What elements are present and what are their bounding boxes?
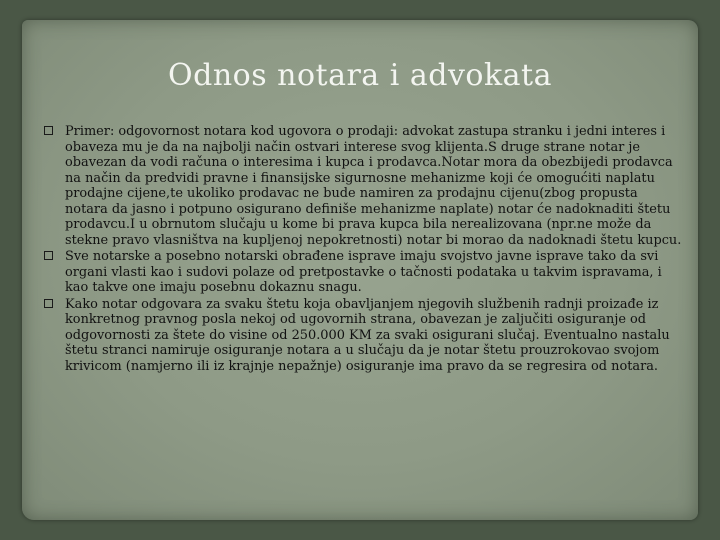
bullet-item <box>44 124 684 248</box>
bullet-item <box>44 249 684 296</box>
bullet-text: Primer: odgovornost notara kod ugovora o prodaji: advokat zastupa stranku i jedni interes i obaveza mu je da na najbolji način ostvari interese svog klijenta.S druge strane notar je obavezan da vodi računa o interesima i kupca i prodavca.Notar mora da obezbijedi prodavca na način da predvidi pravne i finansijske sigurnosne mehanizme koji će omogućiti naplatu prodajne cijene,te ukoliko prodavac ne bude namiren za prodajnu cijenu(zbog propusta notara da jasno i potpuno osigurano definiše mehanizme naplate) notar će nadoknaditi štetu prodavcu.I u obrnutom slučaju u kome bi prava kupca bila nerealizovana (npr.ne može da stekne pravo vlasništva na kupljenoj nepokretnosti) notar bi morao da nadoknadi štetu kupcu. <box>65 124 682 248</box>
square-bullet-icon <box>44 251 53 260</box>
slide-title: Odnos notara i advokata <box>168 58 552 93</box>
bullet-item <box>44 297 684 375</box>
bullet-text: Kako notar odgovara za svaku štetu koja obavljanjem njegovih službenih radnji proizađe iz konkretnog pravnog posla nekoj od ugovornih strana, obavezan je zaljučiti osiguranje od odgovornosti za štete do visine od 250.000 KM za svaki osigurani slučaj. Eventualno nastalu štetu stranci namiruje osiguranje notara a u slučaju da je notar štetu prouzrokovao svojom krivicom (namjerno ili iz krajnje nepažnje) osiguranje ima pravo da se regresira od notara. <box>65 296 670 374</box>
square-bullet-icon <box>44 126 53 135</box>
bullet-list <box>44 124 684 375</box>
square-bullet-icon <box>44 299 53 308</box>
bullet-text: Sve notarske a posebno notarski obrađene isprave imaju svojstvo javne isprave tako da svi organi vlasti kao i sudovi polaze od pretpostavke o tačnosti podataka u takvim ispravama, i kao takve one imaju posebnu dokaznu snagu. <box>65 249 662 295</box>
